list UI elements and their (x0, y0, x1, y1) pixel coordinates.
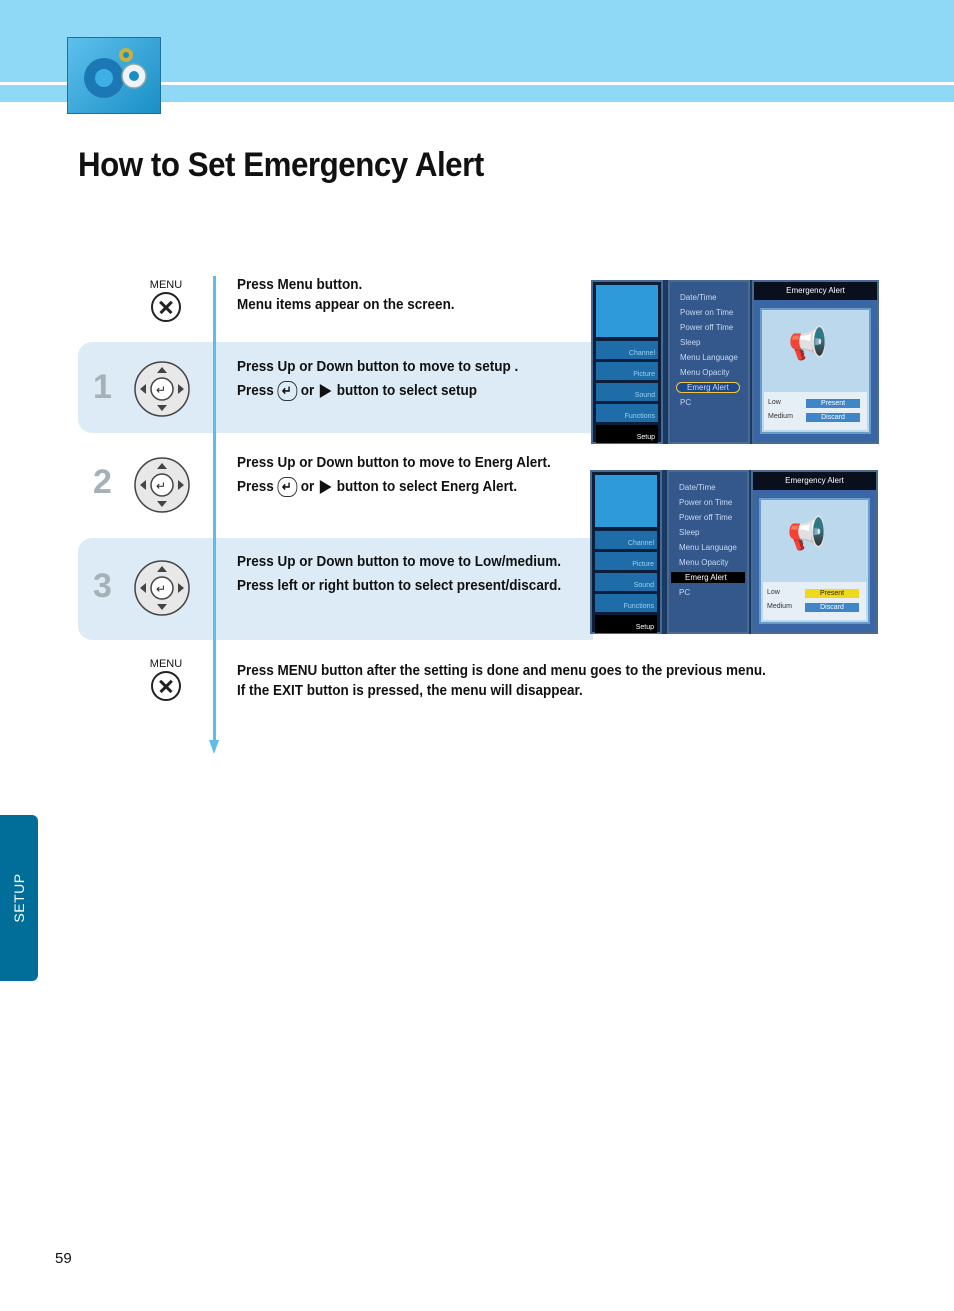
sound-icon: Sound (595, 573, 657, 591)
speaker-icon: 📢 (788, 325, 828, 361)
section-tab-label: SETUP (11, 873, 27, 923)
osd-alert-body (759, 498, 870, 624)
setup-gear-icon (67, 37, 161, 114)
osd-menu-column (668, 280, 750, 444)
osd-icon-column (590, 470, 662, 634)
osd-row-value: Present (806, 399, 860, 408)
osd-alert-title: Emergency Alert (754, 282, 877, 300)
osd-menu-item-selected: Emerg Alert (671, 572, 745, 583)
functions-icon: Functions (595, 594, 657, 612)
osd-alert-body (760, 308, 871, 434)
osd-alert-panel (751, 470, 878, 634)
osd-menu-item: Date/Time (680, 293, 717, 302)
close-icon (151, 671, 181, 701)
sound-icon: Sound (596, 383, 658, 401)
osd-menu-item: Power on Time (680, 308, 734, 317)
intro-line: Menu items appear on the screen. (237, 296, 455, 313)
menu-button-label: MENU (149, 658, 183, 670)
step-text: or (300, 382, 315, 399)
osd-menu-item: Date/Time (679, 483, 716, 492)
osd-menu-column (667, 470, 749, 634)
osd-alert-row (767, 589, 870, 596)
enter-icon (277, 477, 297, 497)
step-text: Energ Alert. (441, 478, 518, 495)
setup-icon: Setup (595, 615, 657, 633)
osd-menu-item: Sleep (679, 528, 700, 537)
step-text: or (300, 478, 315, 495)
osd-alert-panel (752, 280, 879, 444)
functions-icon: Functions (596, 404, 658, 422)
page-title: How to Set Emergency Alert (78, 146, 484, 184)
step-text: Press (237, 382, 274, 399)
osd-row-label: Low (768, 399, 781, 406)
step-number: 3 (93, 567, 112, 605)
speaker-icon: 📢 (787, 515, 827, 551)
right-arrow-icon (320, 384, 332, 398)
right-arrow-icon (320, 480, 332, 494)
intro-text (237, 275, 455, 315)
intro-line: Press Menu button. (237, 276, 363, 293)
osd-icon-column (591, 280, 663, 444)
step-line: Press Up or Down button to move to Low/medium. (237, 553, 562, 570)
setup-gear-icon (596, 285, 658, 337)
step-text: Press left or right button to select (237, 577, 454, 594)
osd-menu-item: Power off Time (680, 323, 734, 332)
page-number: 59 (55, 1250, 72, 1267)
osd-alert-row (767, 603, 870, 610)
menu-button-intro (146, 279, 186, 322)
osd-menu-item: Menu Opacity (679, 558, 729, 567)
step-text: present/discard. (456, 577, 562, 594)
step-line (237, 576, 561, 596)
step-text: button to select (336, 478, 438, 495)
osd-alert-row (768, 399, 871, 406)
osd-menu-item-selected: Emerg Alert (676, 382, 740, 393)
close-icon (151, 292, 181, 322)
osd-menu-item: Power on Time (679, 498, 733, 507)
step-3-text (237, 552, 561, 596)
dpad-enter-icon (131, 360, 193, 418)
timeline-line (213, 276, 216, 744)
step-text: Press (237, 478, 274, 495)
svg-text:↵: ↵ (156, 479, 167, 493)
osd-menu-item: Sleep (680, 338, 701, 347)
osd-menu-item: PC (680, 398, 692, 407)
step-number: 2 (93, 463, 112, 501)
picture-icon: Picture (595, 552, 657, 570)
osd-alert-rows (764, 392, 867, 430)
osd-menu-item: Menu Language (680, 353, 738, 362)
step-line (237, 477, 551, 497)
svg-text:↵: ↵ (156, 582, 167, 596)
step-2-text (237, 453, 551, 497)
timeline-arrow-icon (209, 740, 219, 754)
osd-alert-rows (763, 582, 866, 620)
channel-icon: Channel (595, 531, 657, 549)
setup-gear-icon (595, 475, 657, 527)
menu-button-label: MENU (149, 279, 183, 291)
setup-icon: Setup (596, 425, 658, 443)
dpad-enter-icon (131, 456, 193, 514)
osd-menu-item: Menu Opacity (680, 368, 730, 377)
osd-alert-title: Emergency Alert (753, 472, 876, 490)
osd-menu-item: Menu Language (679, 543, 737, 552)
step-line: Press Up or Down button to move to Energ Alert. (237, 454, 551, 471)
dpad-enter-icon (131, 559, 193, 617)
osd-screenshot-b (590, 470, 878, 634)
osd-row-label: Low (767, 589, 780, 596)
osd-row-value-highlighted: Present (805, 589, 859, 598)
step-number: 1 (93, 368, 112, 406)
svg-text:↵: ↵ (156, 383, 167, 397)
outro-text (237, 661, 766, 701)
osd-row-value: Discard (806, 413, 860, 422)
outro-line: If the EXIT button is pressed, the menu will disappear. (237, 682, 583, 699)
osd-menu-item: Power off Time (679, 513, 733, 522)
osd-row-value: Discard (805, 603, 859, 612)
step-line: Press Up or Down button to move to setup . (237, 358, 519, 375)
picture-icon: Picture (596, 362, 658, 380)
osd-row-label: Medium (768, 413, 793, 420)
step-line (237, 381, 518, 401)
osd-screenshot-a (591, 280, 879, 444)
outro-line: Press MENU button after the setting is done and menu goes to the previous menu. (237, 662, 766, 679)
step-text: button to select setup (336, 382, 478, 399)
channel-icon: Channel (596, 341, 658, 359)
enter-icon (277, 381, 297, 401)
osd-row-label: Medium (767, 603, 792, 610)
osd-alert-row (768, 413, 871, 420)
step-1-text (237, 357, 518, 401)
osd-menu-item: PC (679, 588, 691, 597)
menu-button-outro (146, 658, 186, 701)
